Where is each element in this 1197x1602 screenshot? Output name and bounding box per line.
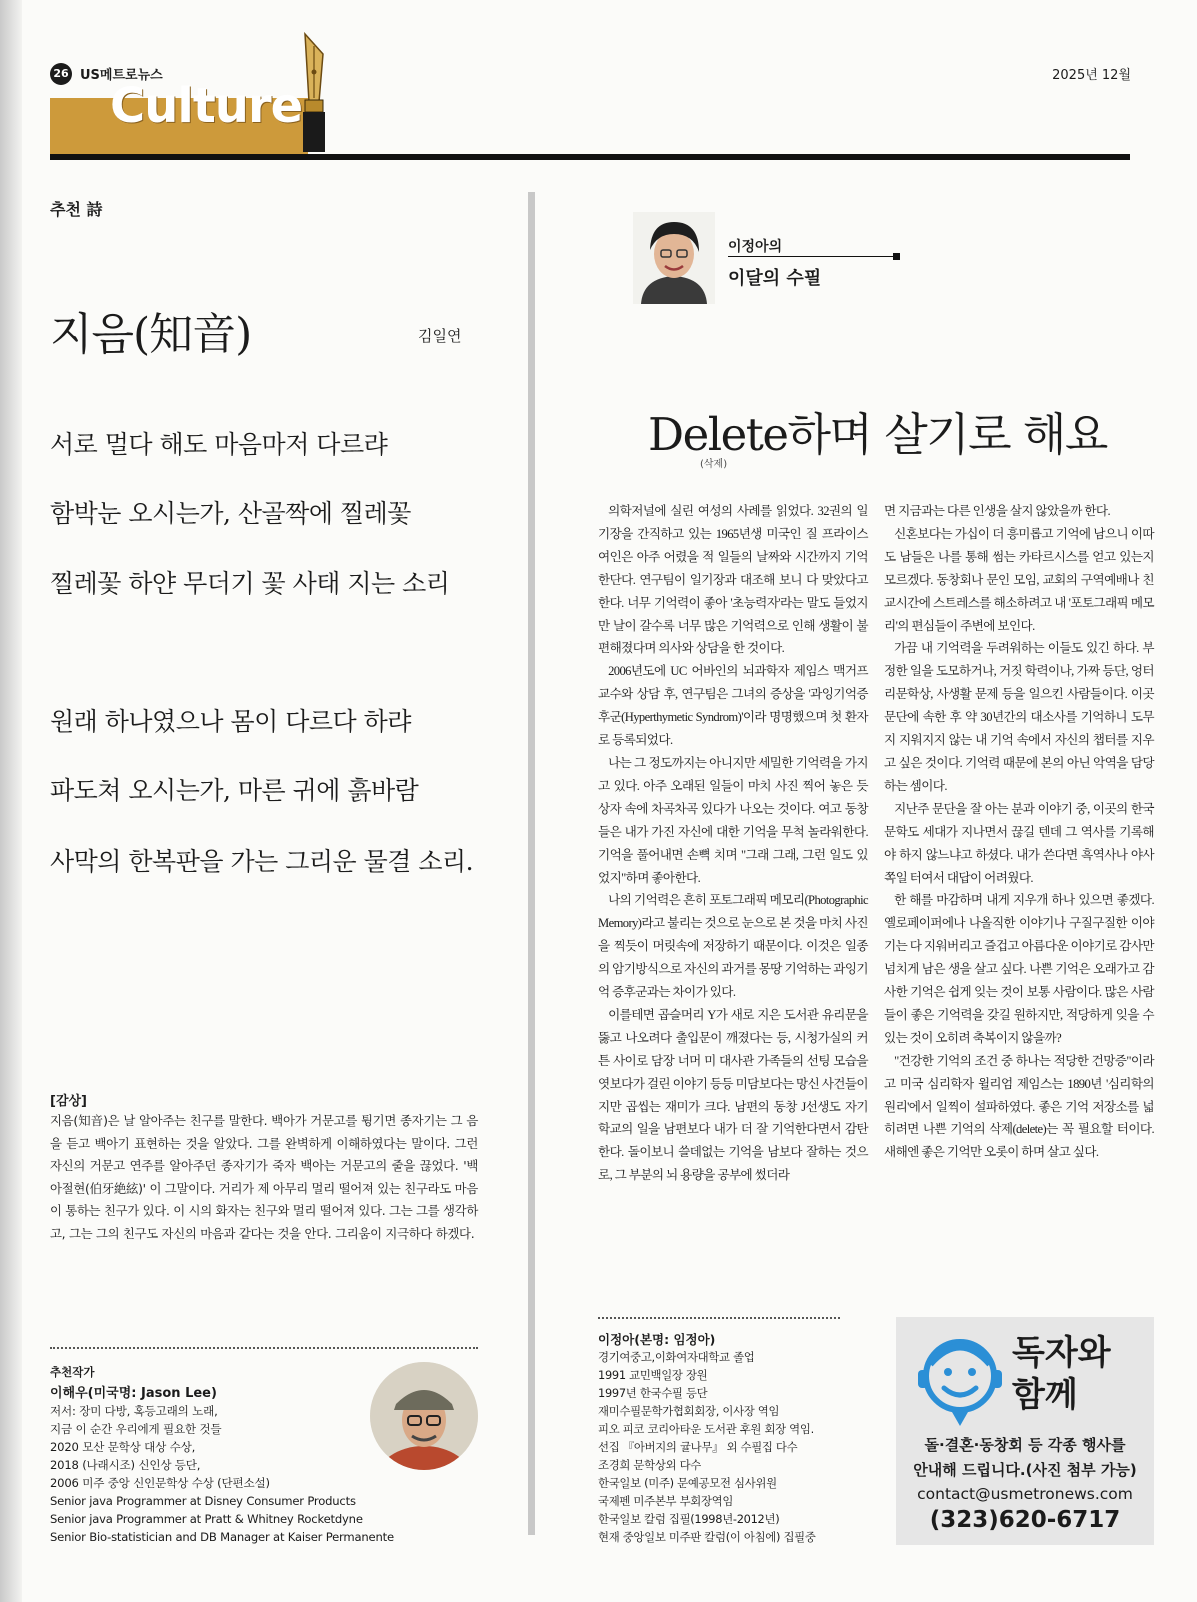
bio-line: 1997년 한국수필 등단	[598, 1386, 708, 1400]
ad-description: 안내해 드립니다.(사진 첨부 가능)	[913, 1461, 1137, 1479]
issue-date: 2025년 12월	[1052, 68, 1131, 83]
essay-paragraph: 나의 기억력은 흔히 포토그래픽 메모리(Photographic Memory)라고 불리는 것으로 눈으로 본 것을 마치 사진을 찍듯이 머릿속에 저장하기 때문이다. 이것은 일종의 암기방식으로 자신의 과거를 몽땅 기억하는 과잉기억 증후군과는 차이가 있다.	[598, 893, 868, 1000]
poem-author: 김일연	[418, 328, 462, 345]
essay-column-1	[598, 500, 868, 1187]
essay-paragraph: 2006년도에 UC 어바인의 뇌과학자 제임스 맥거프 교수와 상담 후, 연구팀은 그녀의 증상을 '과잉기억증후군(Hyperthymetic Syndrom)'이라 명명했으며 첫 환자로 등록되었다.	[598, 664, 868, 748]
essay-paragraph: 나는 그 정도까지는 아니지만 세밀한 기억력을 가지고 있다. 아주 오래된 일들이 마치 사진 찍어 놓은 듯 상자 속에 차곡차곡 있다가 나오는 것이다. 여고 동창들은 내가 가진 자신에 대한 기억을 무척 놀라워한다. 기억을 풀어내면 손뼉 치며 "그래 그래, 그런 일도 있었지"하며 좋아한다.	[598, 755, 868, 885]
credit-line: Senior Bio-statistician and DB Manager at Kaiser Permanente	[50, 1530, 394, 1544]
bio-line: 조경희 문학상외 다수	[598, 1458, 701, 1472]
credit-line: 저서: 장미 다방, 혹등고래의 노래,	[50, 1404, 218, 1418]
essay-paragraph: 가끔 내 기억력을 두려워하는 이들도 있긴 하다. 부정한 일을 도모하거나, 거짓 학력이나, 가짜 등단, 엉터리문학상, 사생활 문제 등을 일으킨 사람들이다. 이곳 문단에 속한 후 약 30년간의 대소사를 기억하니 도무지 지워지지 않는 내 기억 속에서 자신의 챕터를 지우고 싶은 것이다. 기억력 때문에 본의 아닌 악역을 담당하는 셈이다.	[884, 641, 1154, 793]
essay-paragraph: 지난주 문단을 잘 아는 분과 이야기 중, 이곳의 한국 문학도 세대가 지나면서 끊길 텐데 그 역사를 기록해야 하지 않느냐고 하셨다. 내가 쓴다면 흑역사나 야사 쪽일 터여서 대답이 어려웠다.	[884, 801, 1154, 885]
dotted-divider	[598, 1317, 840, 1319]
recommender-label: 추천작가	[50, 1365, 95, 1379]
column-label-rule	[728, 256, 898, 257]
ad-phone: (323)620-6717	[929, 1507, 1121, 1533]
credit-line: 2006 미주 중앙 신인문학상 수상 (단편소설)	[50, 1476, 270, 1490]
bio-line: 1991 교민백일장 장원	[598, 1368, 708, 1382]
essay-column-2	[884, 500, 1154, 1164]
poem-line: 서로 멀다 해도 마음마저 다르랴	[50, 430, 388, 459]
recommender-credits	[50, 1402, 394, 1546]
essay-title: Delete하며 살기로 해요	[648, 408, 1107, 461]
bio-line: 재미수필문학가협회회장, 이사장 역임	[598, 1404, 780, 1418]
ad-title	[1012, 1332, 1111, 1416]
credit-line: 지금 이 순간 우리에게 필요한 것들	[50, 1422, 222, 1436]
recommender-name: 이해우(미국명: Jason Lee)	[50, 1386, 217, 1401]
poem-line: 사막의 한복판을 가는 그리운 물결 소리.	[50, 847, 474, 876]
credit-line: 2018 (나래시조) 신인상 등단,	[50, 1458, 201, 1472]
column-title: 이달의 수필	[728, 268, 822, 289]
column-label-marker	[893, 253, 900, 260]
credit-line: 2020 모산 문학상 대상 수상,	[50, 1440, 196, 1454]
bio-line: 현재 중앙일보 미주판 칼럼(이 아침에) 집필중	[598, 1530, 816, 1544]
ad-description: 돌·결혼·동창회 등 각종 행사를	[924, 1436, 1126, 1454]
ad-title-line: 함께	[1012, 1375, 1078, 1415]
page-fold-shadow	[0, 0, 22, 1602]
ad-email-link[interactable]: contact@usmetronews.com	[917, 1485, 1133, 1503]
author-bio	[598, 1348, 816, 1546]
columnist-photo	[633, 212, 715, 304]
credit-line: Senior java Programmer at Pratt & Whitney Rocketdyne	[50, 1512, 363, 1526]
essay-paragraph: 한 해를 마감하며 내게 지우개 하나 있으면 좋겠다. 옐로페이퍼에나 나올직한 이야기나 구질구질한 이야기는 다 지워버리고 즐겁고 아름다운 이야기로 감사만 넘치게 남은 생을 살고 싶다. 나쁜 기억은 오래가고 감사한 기억은 쉽게 잊는 것이 보통 사람이다. 많은 사람들이 좋은 기억력을 갖길 원하지만, 적당하게 잊을 수 있는 것이 오히려 축복이지 않을까?	[884, 893, 1154, 1045]
section-title: Culture	[110, 78, 303, 134]
dotted-divider	[50, 1347, 478, 1349]
author-bio-name: 이정아(본명: 임정아)	[598, 1332, 716, 1347]
bio-line: 경기여중고,이화여자대학교 졸업	[598, 1350, 755, 1364]
smiley-face-icon	[912, 1328, 1008, 1428]
poem-line: 함박눈 오시는가, 산골짝에 찔레꽃	[50, 499, 411, 528]
essay-paragraph: 면 지금과는 다른 인생을 살지 않았을까 한다.	[884, 504, 1111, 518]
poem-line: 원래 하나였으나 몸이 다르다 하랴	[50, 707, 411, 736]
bio-line: 국제펜 미주본부 부회장역임	[598, 1494, 734, 1508]
credit-line: Senior java Programmer at Disney Consumer Products	[50, 1494, 356, 1508]
essay-paragraph: 의학저널에 실린 여성의 사례를 읽었다. 32권의 일기장을 간직하고 있는 1965년생 미국인 질 프라이스 여인은 아주 어렸을 적 일들의 날짜와 시간까지 기억한단다. 연구팀이 일기장과 대조해 보니 다 맞았다고 한다. 너무 기억력이 좋아 '초능력자'라는 말도 들었지만 날이 갈수록 너무 많은 기억력으로 인해 생활이 불편해졌다며 의사와 상담을 한 것이다.	[598, 504, 868, 656]
header-rule	[50, 154, 1130, 160]
page-number: 26	[50, 63, 72, 85]
essay-paragraph: "건강한 기억의 조건 중 하나는 적당한 건망증"이라고 미국 심리학자 윌리엄 제임스는 1890년 '심리학의 원리'에서 일찍이 설파하였다. 좋은 기억 저장소를 넓히려면 나쁜 기억의 삭제(delete)는 꼭 필요할 터이다. 새해엔 좋은 기억만 오롯이 하며 살고 싶다.	[884, 1053, 1154, 1160]
bio-line: 한국일보 칼럼 집필(1998년-2012년)	[598, 1512, 780, 1526]
ad-title-line: 독자와	[1012, 1333, 1111, 1373]
poem-section-label: 추천 詩	[50, 200, 103, 219]
bio-line: 한국일보 (미주) 문예공모전 심사위원	[598, 1476, 777, 1490]
bio-line: 선집 『아버지의 귤나무』 외 수필집 다수	[598, 1440, 798, 1454]
appreciation-text: 지음(知音)은 날 알아주는 친구를 말한다. 백아가 거문고를 튕기면 종자기는 그 음을 듣고 백아기 표현하는 것을 알았다. 그를 완벽하게 이해하였다는 말이다. 그런 자신의 거문고 연주를 알아주던 종자기가 죽자 백아는 거문고의 줄을 끊었다. '백아절현(伯牙絶絃)' 이 그말이다. 거리가 제 아무리 멀리 떨어져 있는 친구라도 마음이 통하는 친구가 있다. 이 시의 화자는 친구와 멀리 떨어져 있다. 그는 그를 생각하고, 그는 그의 친구도 자신의 마음과 같다는 것을 안다. 그리움이 지극하다 하겠다.	[50, 1113, 478, 1241]
poem-title: 지음(知音)	[50, 309, 252, 360]
poem-line: 파도쳐 오시는가, 마른 귀에 흙바람	[50, 776, 419, 805]
essay-title-ruby: (삭제)	[700, 459, 728, 470]
poem-line: 찔레꽃 하얀 무더기 꽃 사태 지는 소리	[50, 569, 450, 598]
appreciation-label: [감상]	[50, 1094, 87, 1109]
bio-line: 피오 피코 코리아타운 도서관 후원 회장 역임.	[598, 1422, 814, 1436]
recommender-photo	[370, 1362, 478, 1470]
essay-paragraph: 신혼보다는 가십이 더 흥미롭고 기억에 남으니 이따도 남들은 나를 통해 썸는 카타르시스를 얻고 있는지 모르겠다. 동창회나 문인 모임, 교회의 구역예배나 친교시간에 스트레스를 해소하려고 내 '포토그래픽 메모리'의 편심들이 주변에 보인다.	[884, 526, 1154, 633]
column-divider	[528, 192, 535, 1535]
column-label: 이정아의	[728, 239, 783, 255]
essay-paragraph: 이를테면 곱슬머리 Y가 새로 지은 도서관 유리문을 뚫고 나오려다 출입문이 깨졌다는 등, 시청가실의 커튼 사이로 담장 너머 미 대사관 가족들의 선팅 모습을 엿보다가 걸린 이야기 등등 미담보다는 망신 사건들이지만 곱씹는 재미가 크다. 남편의 동창 J선생도 자기 학교의 일을 남편보다 내가 더 잘 기억한다면서 감탄한다. 돌이보니 쓸데없는 기억을 남보다 잘하는 것으로, 그 부분의 뇌 용량을 공부에 썼더라	[598, 1007, 868, 1183]
newspaper-name: US메트로뉴스	[80, 68, 163, 83]
